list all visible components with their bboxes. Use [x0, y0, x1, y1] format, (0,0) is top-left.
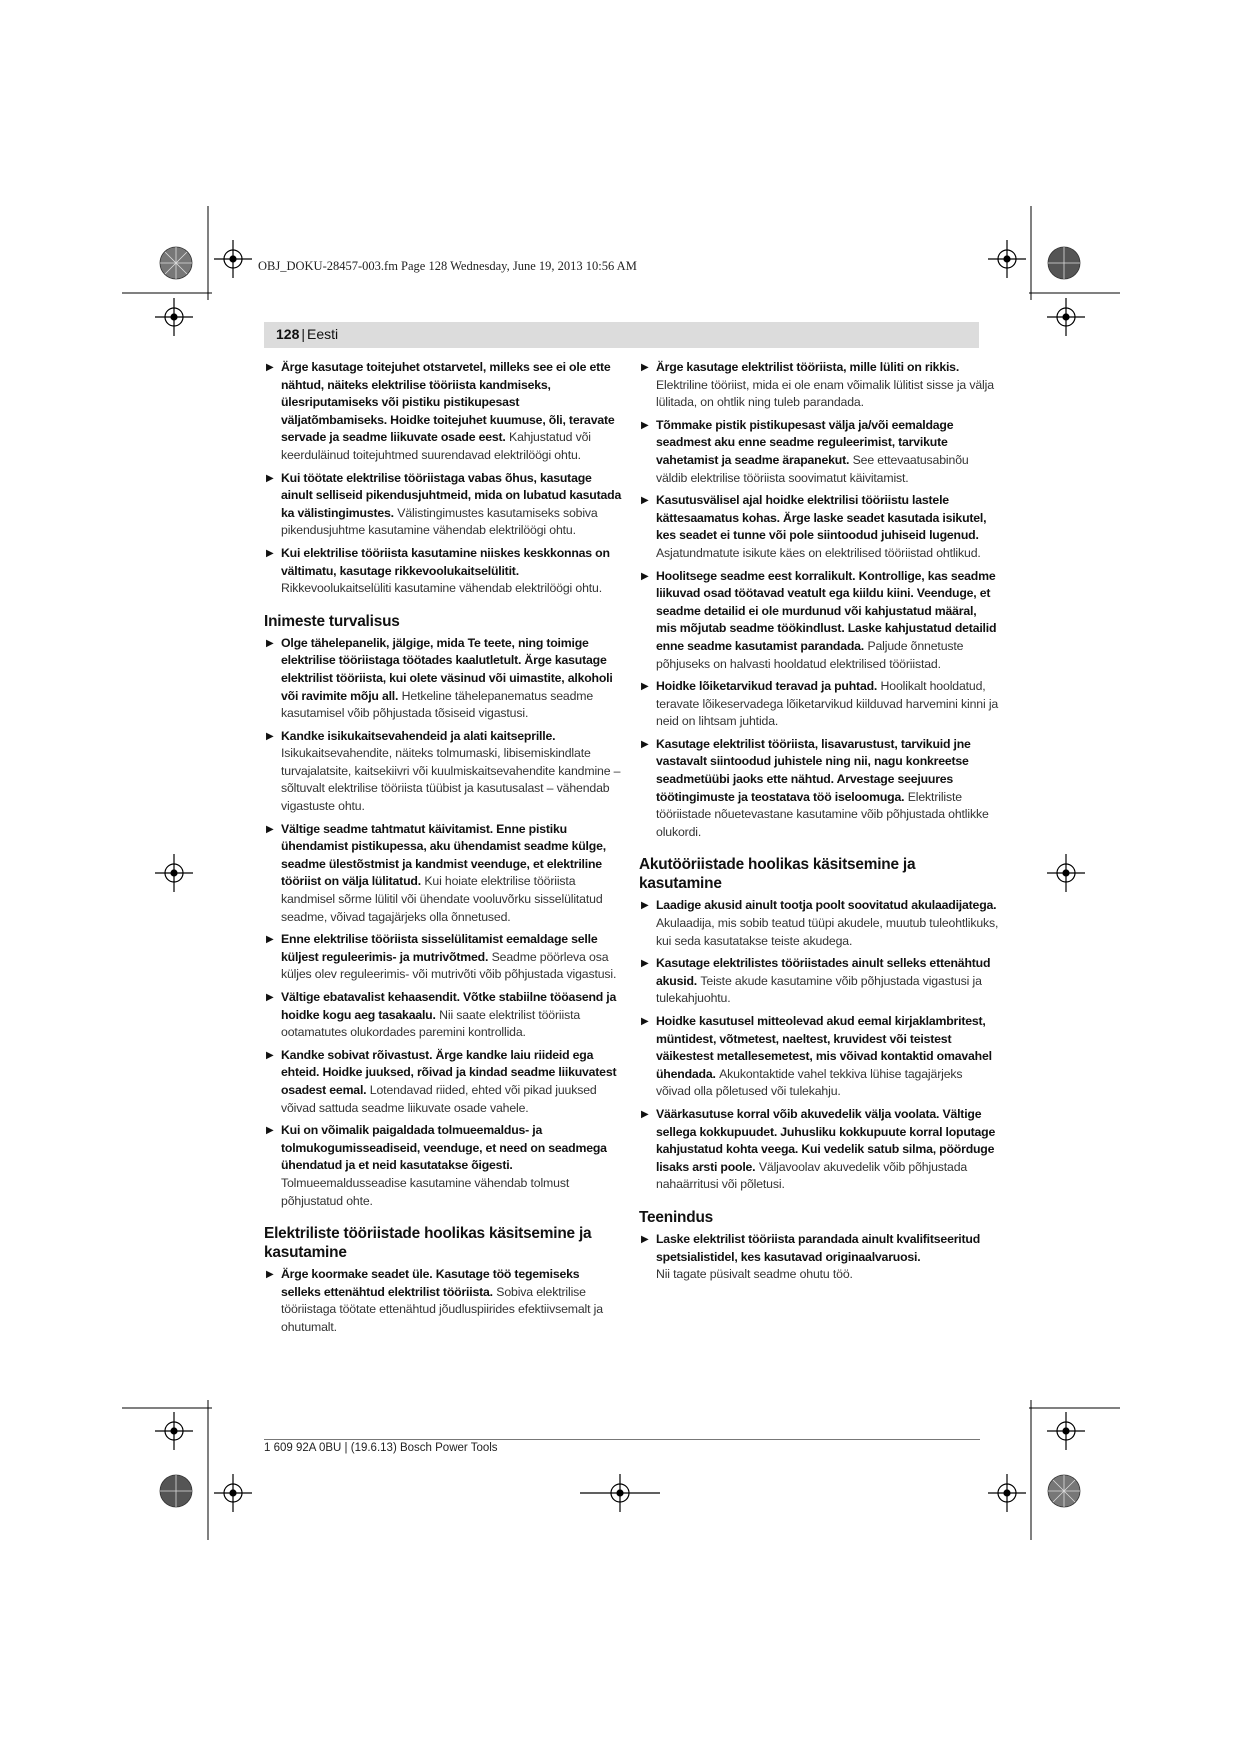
triangle-bullet-icon: ▶ — [641, 1016, 649, 1027]
list-item: ▶ Kui on võimalik paigaldada tolmueemaldus- ja tolmukogumisseadiseid, veenduge, et need on seadmega ühendatud ja et neid kasutatakse õigesti. Tolmueemaldusseadise kasutamine vähendab tolmust põhjustatud ohte. — [266, 1123, 607, 1208]
triangle-bullet-icon: ▶ — [266, 934, 274, 946]
triangle-bullet-icon: ▶ — [266, 362, 274, 373]
list-item: ▶ Olge tähelepanelik, jälgige, mida Te teete, ning toimige elektrilise tööriistaga töötades kaalutletult. Ärge kasutage elektrilist tööriista, kui olete väsinud või uimastite, alkoholi või ravimite mõju all. Hetkeline tähelepanematus seadme kasutamisel võib põhjustada tõsiseid vigastusi. — [266, 635, 613, 721]
triangle-bullet-icon: ▶ — [641, 738, 649, 750]
list-item: ▶ Kasutage elektrilist tööriista, lisavarustust, tarvikuid jne vastavalt siintoodud juhistele ning nii, nagu konkreetse seadmetüübi jaoks ette nähtud. Arvestage seejuures töötingimuste ja teostatava töö iseloomuga. Elektriliste tööriistade nõuetevastane kasutamine võib põhjustada ohtlikke olukordi. — [641, 736, 989, 839]
document-slug: OBJ_DOKU-28457-003.fm Page 128 Wednesday, June 19, 2013 10:56 AM — [258, 259, 637, 273]
triangle-bullet-icon: ▶ — [641, 362, 649, 373]
list-item: ▶ Laske elektrilist tööriista parandada ainult kvalifitseeritud spetsialistidel, kes kasutavad originaalvaruosi. Nii tagate püsivalt seadme ohutu töö. — [641, 1231, 981, 1282]
page-number: 128 — [276, 326, 300, 342]
section-heading-battery-tools: Akutööriistade hoolikas käsitsemine ja kasutamine — [639, 856, 916, 893]
triangle-bullet-icon: ▶ — [641, 681, 649, 693]
section-heading-tool-use: Elektriliste tööriistade hoolikas käsitsemine ja kasutamine — [264, 1225, 592, 1262]
list-item: ▶ Kui elektrilise tööriista kasutamine niiskes keskkonnas on vältimatu, kasutage rikkevoolukaitselülitit. Rikkevoolukaitselüliti kasutamine vähendab elektrilöögi ohtu. — [266, 545, 610, 596]
triangle-bullet-icon: ▶ — [266, 1269, 274, 1281]
list-item: ▶ Tõmmake pistik pistikupesast välja ja/või eemaldage seadmest aku enne seadme reguleerimist, tarvikute vahetamist ja seadme ärapanekut. See ettevaatusabinõu väldib elektrilise tööriista soovimatut käivitamist. — [641, 417, 969, 485]
section-heading-service: Teenindus — [639, 1208, 714, 1226]
list-item: ▶ Vältige seadme tahtmatut käivitamist. Enne pistiku ühendamist pistikupessa, aku ühendamist seadme külge, seadme ülestõstmist ja kandmist veenduge, et elektriline tööriist on välja lülitatud. Kui hoiate elektrilise tööriista kandmisel sõrme lülitil või ühendate vooluvõrku sisselülitatud seadme, võivad tagajärjeks olla õnnetused. — [266, 821, 606, 924]
list-item: ▶ Kasutage elektrilistes tööriistades ainult selleks ettenähtud akusid. Teiste akude kasutamine võib põhjustada vigastusi ja tulekahjuohtu. — [641, 956, 991, 1006]
triangle-bullet-icon: ▶ — [266, 1049, 274, 1061]
triangle-bullet-icon: ▶ — [266, 547, 274, 559]
list-item: ▶ Ärge kasutage toitejuhet otstarvetel, milleks see ei ole ette nähtud, näiteks elektrilise tööriista kandmiseks, ülesriputamiseks või pistiku pistikupesast väljatõmbamiseks. Hoidke toitejuhet kuumuse, õli, teravate servade ja seadme liikuvate osade eest. Kahjustatud või keerduläinud toitejuhtmed suurendavad elektrilöögi ohtu. — [266, 360, 615, 462]
triangle-bullet-icon: ▶ — [641, 570, 649, 582]
footer-text: 1 609 92A 0BU | (19.6.13) Bosch Power Tools — [264, 1442, 498, 1454]
footer-rule — [264, 1439, 980, 1440]
triangle-bullet-icon: ▶ — [641, 419, 649, 431]
list-item: ▶ Enne elektrilise tööriista sisselülitamist eemaldage selle küljest reguleerimis- ja mutrivõtmed. Seadme pöörleva osa küljes olev reguleerimis- või mutrivõti võib põhjustada vigastusi. — [266, 932, 617, 982]
triangle-bullet-icon: ▶ — [266, 472, 274, 484]
list-item: ▶ Kandke sobivat rõivastust. Ärge kandke laiu riideid ega ehteid. Hoidke juuksed, rõivad ja kindad seadme liikuvatest osadest eemal. Lotendavad riided, ehted või pikad juuksed võivad sattuda seadme liikuvate osade vahele. — [266, 1047, 617, 1115]
triangle-bullet-icon: ▶ — [266, 637, 274, 649]
list-item: ▶ Vältige ebatavalist kehaasendit. Võtke stabiilne tööasend ja hoidke kogu aeg tasakaalu. Nii saate elektrilist tööriista ootamatutes olukordades paremini kontrollida. — [266, 990, 617, 1040]
list-item: ▶ Laadige akusid ainult tootja poolt soovitatud akulaadijatega. Akulaadija, mis sobib teatud tüüpi akudele, muutub tuleohtlikuks, kui seda kasutatakse teiste akudega. — [641, 898, 999, 948]
right-column — [639, 359, 999, 1289]
triangle-bullet-icon: ▶ — [266, 730, 274, 742]
triangle-bullet-icon: ▶ — [641, 495, 649, 507]
list-item: ▶ Ärge kasutage elektrilist tööriista, mille lüliti on rikkis. Elektriline tööriist, mida ei ole enam võimalik lülitist sisse ja välja lülitada, on ohtlik ning tuleb parandada. — [641, 360, 994, 410]
header-text: 128 | Eesti — [276, 326, 339, 342]
triangle-bullet-icon: ▶ — [641, 1108, 649, 1120]
list-item: ▶ Kasutusvälisel ajal hoidke elektrilisi tööriistu lastele kättesaamatus kohas. Ärge laske seadet kasutada isikutel, kes seadet ei tunne või pole siintoodud juhiseid lugenud. Asjatundmatute isikute käes on elektrilised tööriistad ohtlikud. — [641, 493, 987, 560]
triangle-bullet-icon: ▶ — [641, 900, 649, 912]
list-item: ▶ Kui töötate elektrilise tööriistaga vabas õhus, kasutage ainult selliseid pikendusjuhtmeid, mida on lubatud kasutada ka välistingimustes. Välistingimustes kasutamiseks sobiva pikendusjuhtme kasutamine vähendab elektrilöögi ohtu. — [266, 470, 622, 538]
running-header — [264, 322, 979, 348]
list-item: ▶ Hoidke kasutusel mitteolevad akud eemal kirjaklambritest, müntidest, võtmetest, naeltest, kruvidest või teistest väikestest metallesemetest, mis võivad kontaktid omavahel ühendada. Akukontaktide vahel tekkiva lühise tagajärjeks võivad olla põletused või tulekahju. — [641, 1014, 992, 1099]
list-item: ▶ Hoidke lõiketarvikud teravad ja puhtad. Hoolikalt hooldatud, teravate lõikeservadega lõiketarvikud kiilduvad harvemini kinni ja neid on lihtsam juhtida. — [641, 679, 999, 729]
triangle-bullet-icon: ▶ — [266, 992, 274, 1003]
triangle-bullet-icon: ▶ — [266, 823, 274, 835]
left-column — [264, 359, 622, 1342]
triangle-bullet-icon: ▶ — [266, 1125, 274, 1137]
header-section: Eesti — [307, 326, 339, 342]
list-item: ▶ Hoolitsege seadme eest korralikult. Kontrollige, kas seadme liikuvad osad töötavad veatult ega kiildu kiini. Veenduge, et seadme detailid ei ole murdunud või kahjustatud määral, mis mõjutab seadme töökindlust. Laske kahjustatud detailid enne seadme kasutamist parandada. Paljude õnnetuste põhjuseks on halvasti hooldatud elektrilised tööriistad. — [641, 568, 997, 671]
triangle-bullet-icon: ▶ — [641, 1233, 649, 1245]
triangle-bullet-icon: ▶ — [641, 958, 649, 970]
section-heading-personal-safety: Inimeste turvalisus — [264, 612, 400, 630]
list-item: ▶ Kandke isikukaitsevahendeid ja alati kaitseprille. Isikukaitsevahendite, näiteks tolmumaski, libisemiskindlate turvajalatsite, kaitsekiivri või kuulmiskaitsevahendite kandmine – sõltuvalt elektrilise tööriista tüübist ja kasutusalast – vähendab vigastuste ohtu. — [266, 728, 621, 814]
list-item: ▶ Väärkasutuse korral võib akuvedelik välja voolata. Vältige sellega kokkupuudet. Juhusliku kokkupuute korral loputage kahjustatud kohta veega. Kui vedelik satub silma, pöörduge lisaks arsti poole. Väljavoolav akuvedelik võib põhjustada nahaärritusi või põletusi. — [641, 1106, 996, 1192]
list-item: ▶ Ärge koormake seadet üle. Kasutage töö tegemiseks selleks ettenähtud elektrilist tööriista. Sobiva elektrilise tööriistaga töötate ettenähtud jõudluspiirides efektiivsemalt ja ohutumalt. — [266, 1267, 603, 1334]
